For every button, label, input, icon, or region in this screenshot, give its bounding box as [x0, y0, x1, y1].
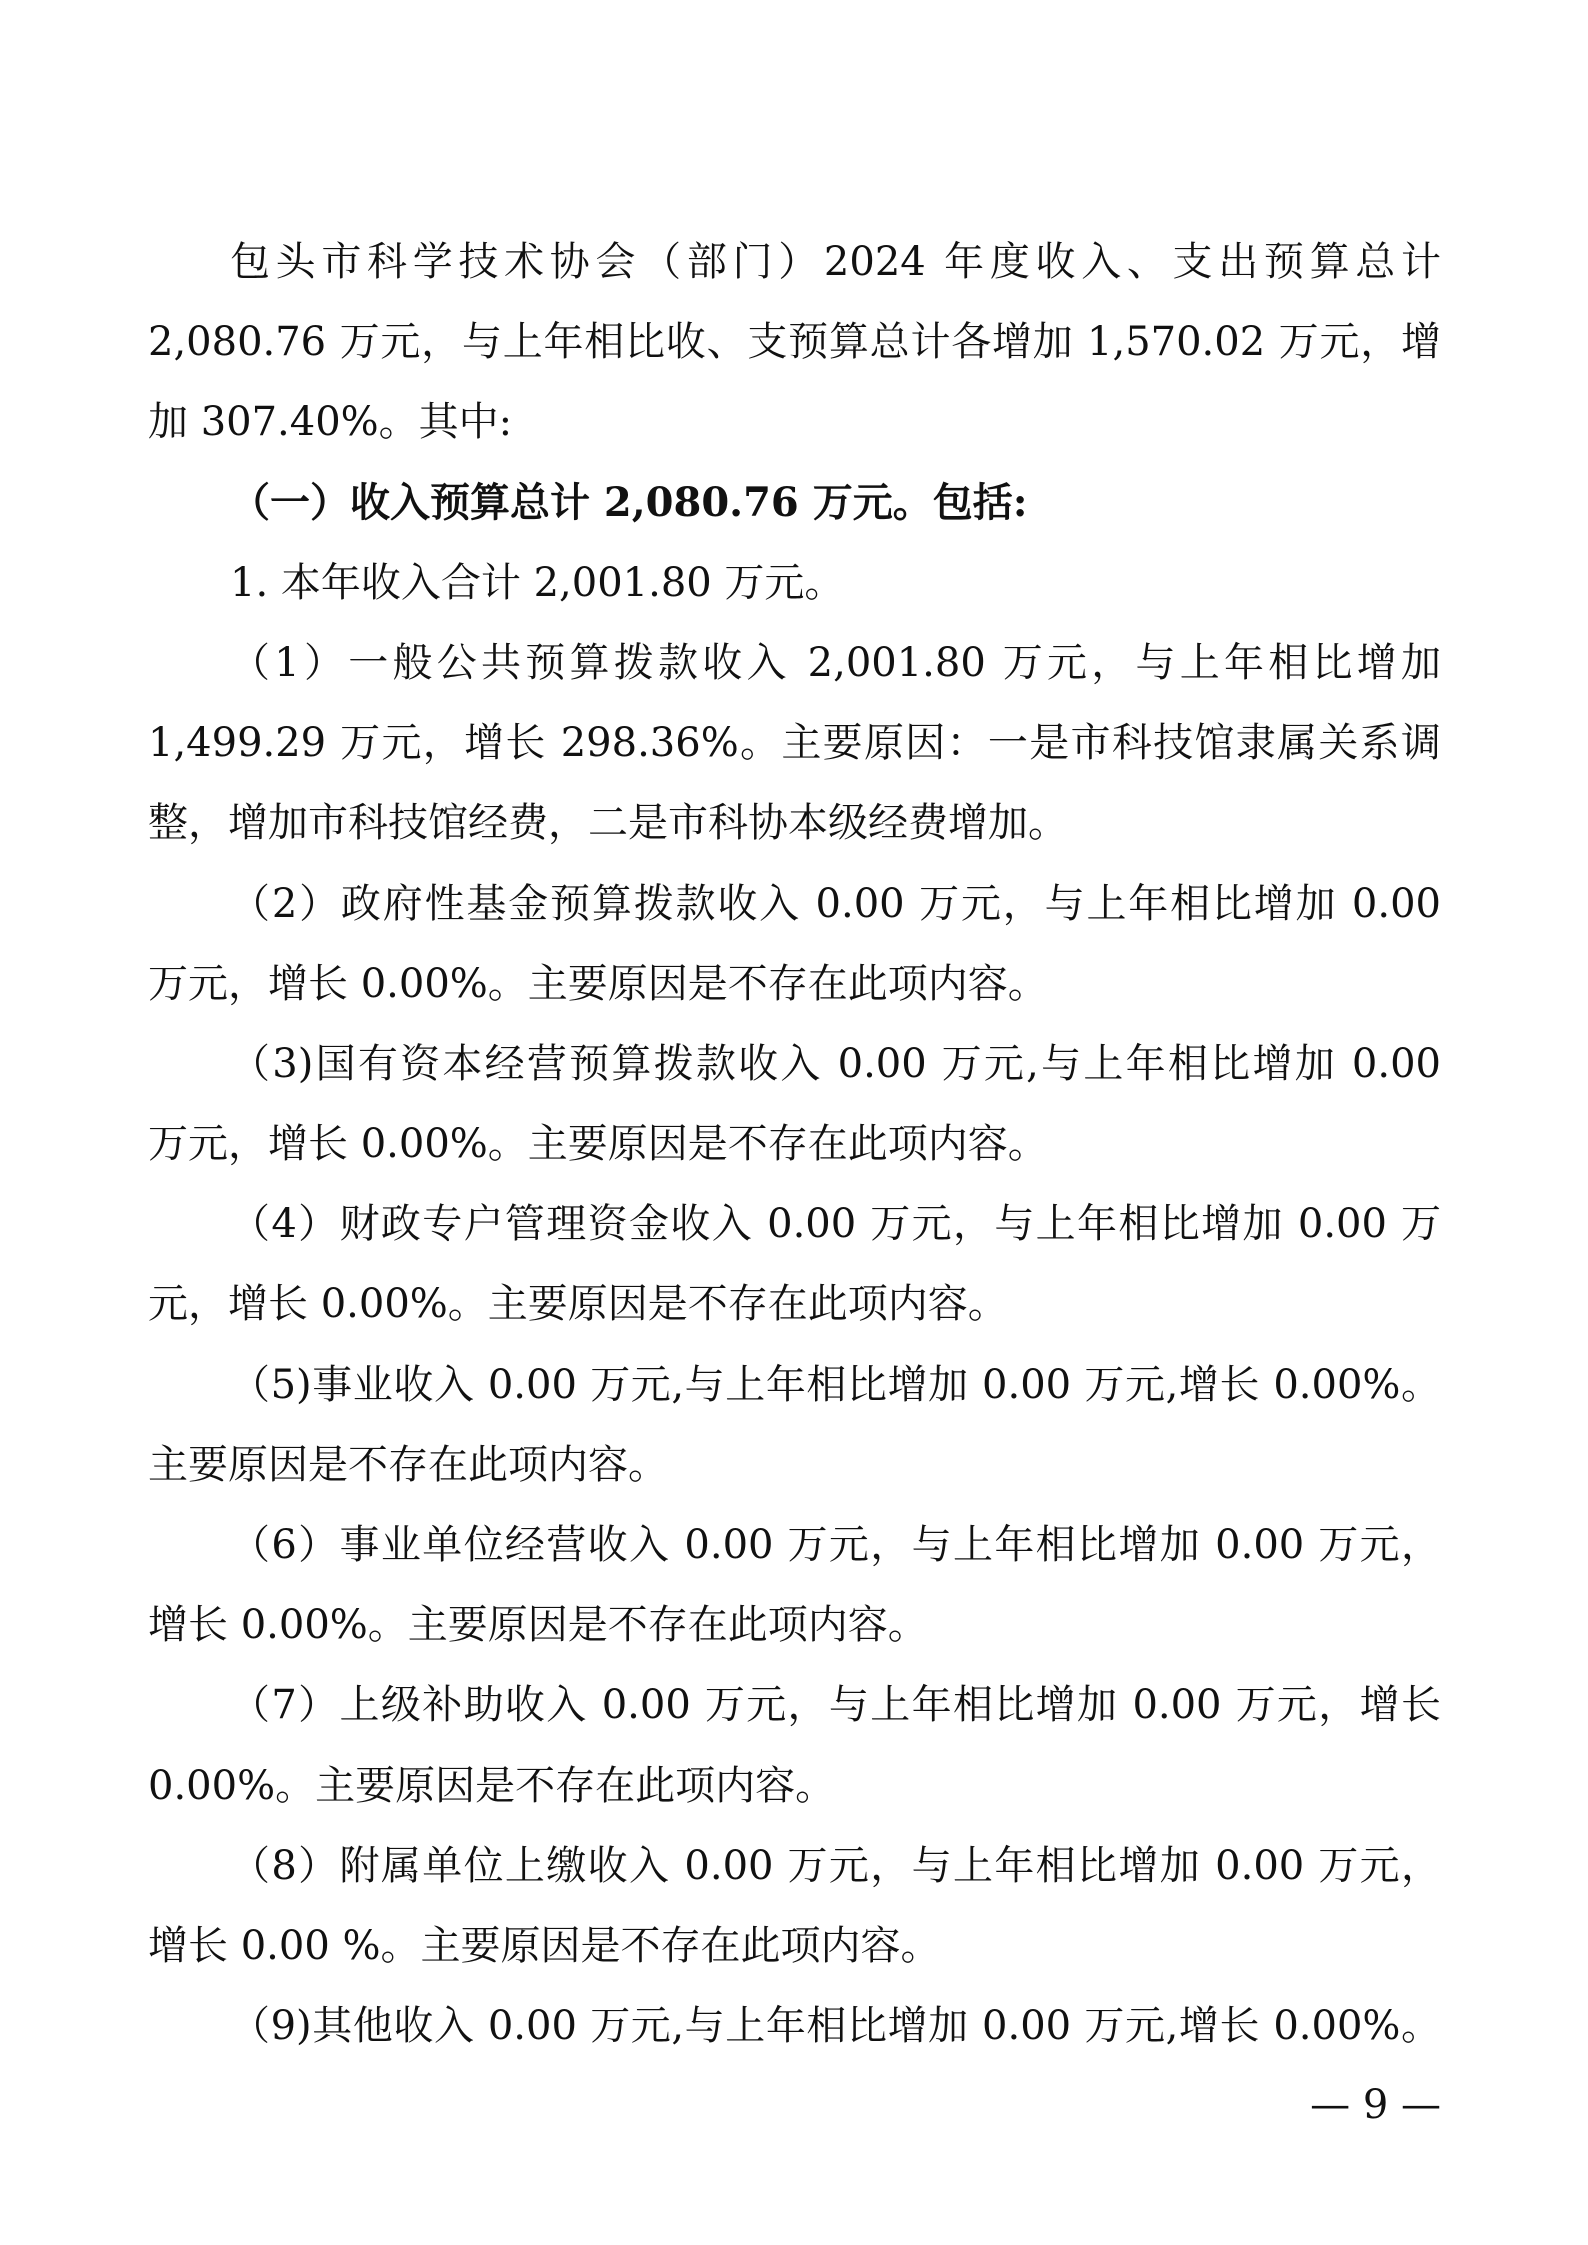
paragraph-line: （2）政府性基金预算拨款收入 0.00 万元，与上年相比增加 0.00 [230, 880, 1441, 927]
paragraph-line: （3)国有资本经营预算拨款收入 0.00 万元,与上年相比增加 0.00 [230, 1040, 1441, 1087]
paragraph-line: 增长 0.00%。主要原因是不存在此项内容。 [148, 1602, 928, 1649]
paragraph-line: （1）一般公共预算拨款收入 2,001.80 万元，与上年相比增加 [230, 639, 1441, 686]
paragraph-annual-income-total [148, 543, 1441, 623]
paragraph-line: 元，增长 0.00%。主要原因是不存在此项内容。 [148, 1281, 1008, 1328]
paragraph-item-3-state-capital [148, 1024, 1441, 1184]
paragraph-line: （8）附属单位上缴收入 0.00 万元，与上年相比增加 0.00 万元， [230, 1842, 1441, 1889]
paragraph-item-8-affiliated-units [148, 1826, 1441, 1986]
section-heading-income-budget [148, 463, 1441, 543]
paragraph-line: （5)事业收入 0.00 万元,与上年相比增加 0.00 万元,增长 0.00%。 [230, 1361, 1441, 1408]
section-heading-line: （一）收入预算总计 2,080.76 万元。包括: [230, 478, 1028, 526]
paragraph-line: （6）事业单位经营收入 0.00 万元，与上年相比增加 0.00 万元， [230, 1522, 1441, 1568]
paragraph-item-4-special-account [148, 1184, 1441, 1344]
paragraph-line: 整，增加市科技馆经费，二是市科协本级经费增加。 [148, 800, 1068, 847]
document-body [148, 222, 1441, 2066]
page-number: — 9 — [1310, 2082, 1441, 2128]
paragraph-line: 加 307.40%。其中: [148, 399, 513, 446]
paragraph-item-6-operating-income [148, 1505, 1441, 1665]
paragraph-item-2-government-fund [148, 864, 1441, 1024]
paragraph-line: （4）财政专户管理资金收入 0.00 万元，与上年相比增加 0.00 万 [230, 1201, 1441, 1248]
paragraph-item-7-superior-subsidy [148, 1665, 1441, 1825]
paragraph-budget-summary [148, 222, 1441, 463]
paragraph-line: 1. 本年收入合计 2,001.80 万元。 [230, 559, 845, 606]
paragraph-item-1-general-budget [148, 623, 1441, 864]
paragraph-line: 2,080.76 万元，与上年相比收、支预算总计各增加 1,570.02 万元，增 [148, 319, 1441, 366]
paragraph-line: 1,499.29 万元，增长 298.36%。主要原因：一是市科技馆隶属关系调 [148, 720, 1441, 767]
paragraph-line: 主要原因是不存在此项内容。 [148, 1441, 668, 1488]
paragraph-item-9-other-income [148, 1986, 1441, 2066]
paragraph-line: 0.00%。主要原因是不存在此项内容。 [148, 1762, 836, 1809]
paragraph-line: 包头市科学技术协会（部门）2024 年度收入、支出预算总计 [230, 239, 1441, 285]
paragraph-line: （9)其他收入 0.00 万元,与上年相比增加 0.00 万元,增长 0.00%。 [230, 2003, 1441, 2050]
paragraph-line: 万元，增长 0.00%。主要原因是不存在此项内容。 [148, 960, 1048, 1007]
paragraph-line: （7）上级补助收入 0.00 万元，与上年相比增加 0.00 万元，增长 [230, 1682, 1441, 1729]
paragraph-line: 增长 0.00 %。主要原因是不存在此项内容。 [148, 1922, 941, 1969]
paragraph-item-5-business-income [148, 1345, 1441, 1505]
paragraph-line: 万元，增长 0.00%。主要原因是不存在此项内容。 [148, 1121, 1048, 1168]
